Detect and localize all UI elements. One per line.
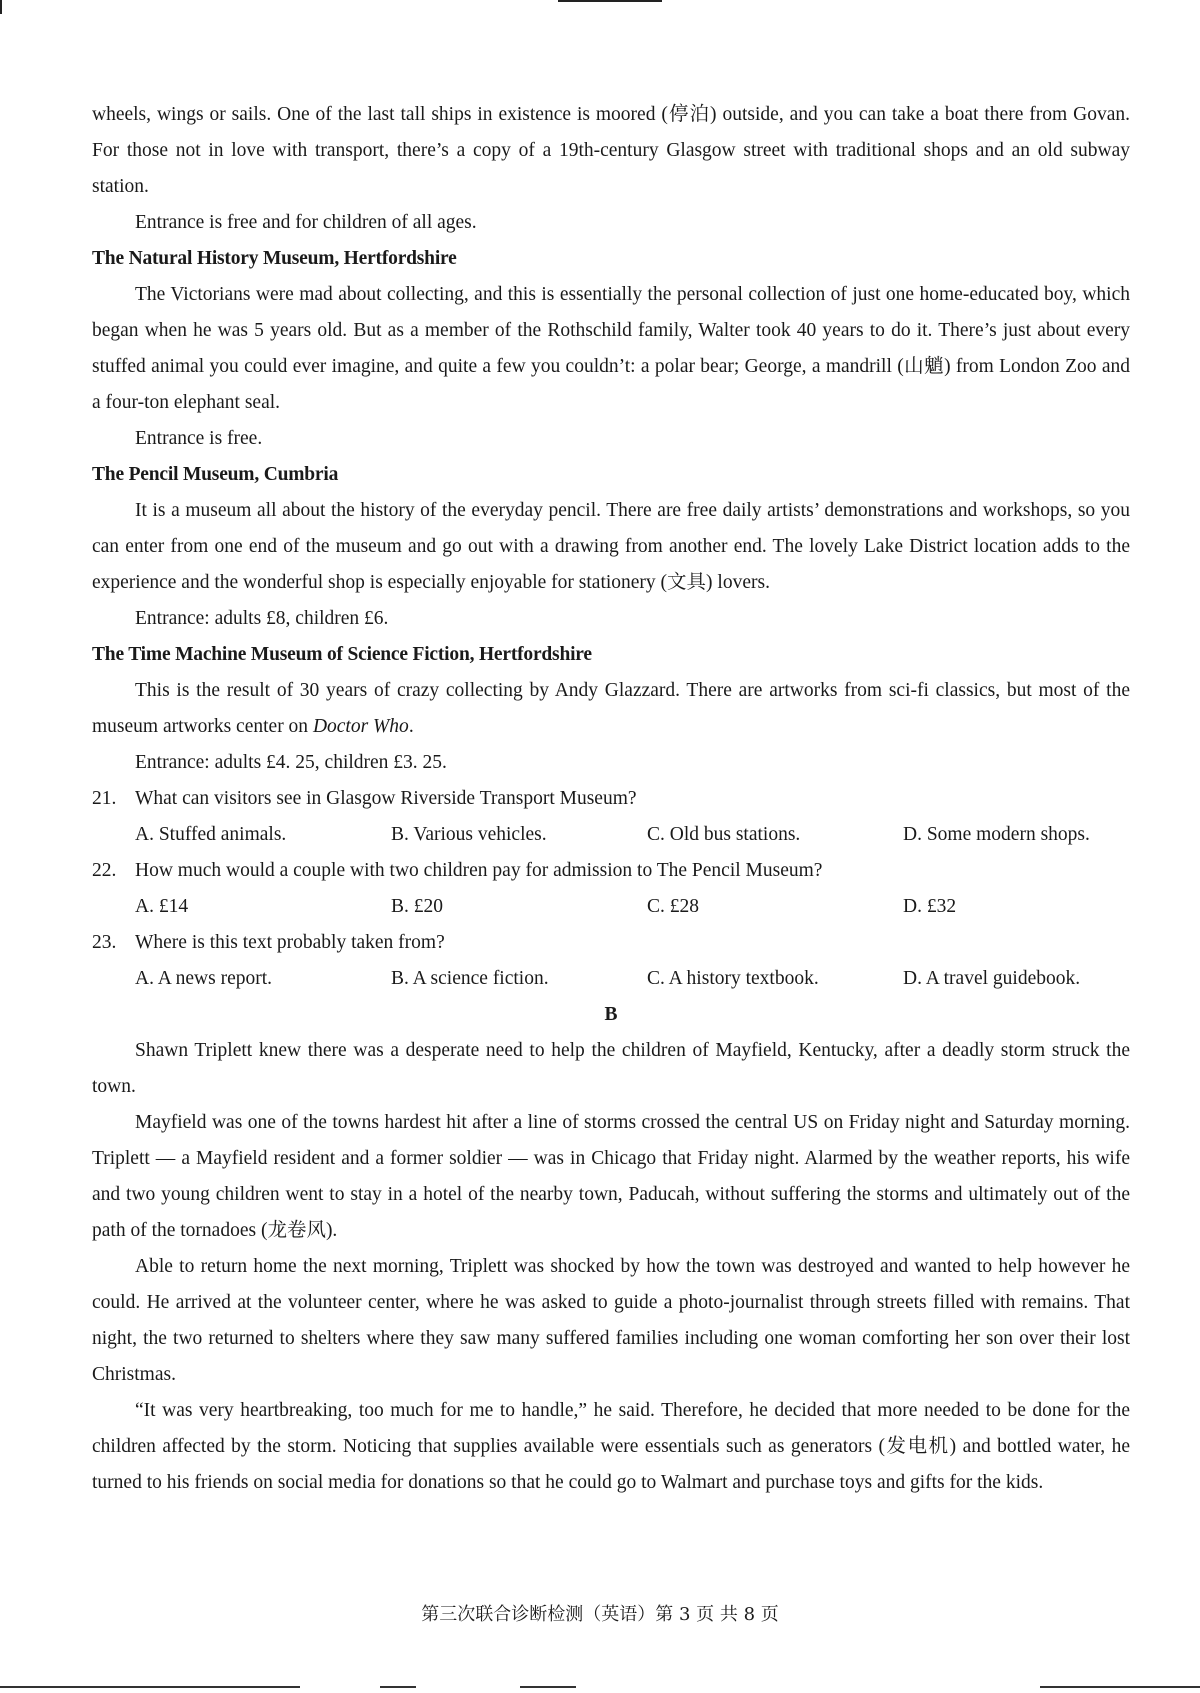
option-b: B. A science fiction. [391,968,549,989]
time-machine-description [92,673,1130,745]
option-a: A. A news report. [135,968,273,989]
option-b: B. £20 [391,896,444,917]
option-d: D. £32 [903,896,957,917]
pencil-museum-entrance: Entrance: adults £8, children £6. [135,608,389,629]
museum-heading-natural-history: The Natural History Museum, Hertfordshire [92,248,457,269]
option-d: D. Some modern shops. [903,824,1090,845]
bottom-rule-center [520,1686,576,1688]
question-21-options [92,817,1130,853]
option-b: B. Various vehicles. [391,824,547,845]
time-machine-text: This is the result of 30 years of crazy collecting by Andy Glazzard. There are artworks from sci-fi classics, but most of the museum artworks center on [92,680,1130,737]
pencil-museum-description: It is a museum all about the history of the everyday pencil. There are free daily artists’ demonstrations and workshops, so you can enter from one end of the museum and go out with a drawing from another end. The lovely Lake District location adds to the experience and the wonderful shop is especially enjoyable for stationery (文具) lovers. [92,500,1130,593]
question-text: What can visitors see in Glasgow Riverside Transport Museum? [135,788,637,809]
transport-museum-entrance: Entrance is free and for children of all ages. [135,212,477,233]
page-content [92,97,1130,1501]
top-rule [558,0,662,2]
question-21 [92,781,1130,817]
section-b-paragraph-1: Shawn Triplett knew there was a desperate need to help the children of Mayfield, Kentucky, after a deadly storm struck the town. [92,1040,1130,1097]
question-text: Where is this text probably taken from? [135,932,445,953]
question-23-options [92,961,1130,997]
section-b-heading: B [604,1004,618,1025]
section-b-paragraph-3: Able to return home the next morning, Triplett was shocked by how the town was destroyed and wanted to help however he could. He arrived at the volunteer center, where he was asked to guide a photo-journalist through streets filled with remains. That night, the two returned to shelters where they saw many suffered families including one woman comforting her son over their lost Christmas. [92,1256,1130,1385]
bottom-rule-mid [380,1686,416,1688]
option-a: A. £14 [135,896,189,917]
section-b-paragraph-4: “It was very heartbreaking, too much for me to handle,” he said. Therefore, he decided that more needed to be done for the children affected by the storm. Noticing that supplies available were essentials such as generators (发电机) and bottled water, he turned to his friends on social media for donations so that he could go to Walmart and purchase toys and gifts for the kids. [92,1400,1130,1493]
question-number: 21. [92,788,117,809]
section-b-paragraph-2: Mayfield was one of the towns hardest hit after a line of storms crossed the central US on Friday night and Saturday morning. Triplett — a Mayfield resident and a former soldier — was in Chicago that Friday night. Alarmed by the weather reports, his wife and two young children went to stay in a hotel of the nearby town, Paducah, without suffering the storms and ultimately out of the path of the tornadoes (龙卷风). [92,1112,1130,1241]
natural-history-description: The Victorians were mad about collecting, and this is essentially the personal collection of just one home-educated boy, which began when he was 5 years old. But as a member of the Rothschild family, Walter took 40 years to do it. There’s just about every stuffed animal you could ever imagine, and quite a few you couldn’t: a polar bear; George, a mandrill (山魈) from London Zoo and a four-ton elephant seal. [92,284,1130,413]
question-22-options [92,889,1130,925]
question-22 [92,853,1130,889]
doctor-who-title: Doctor Who [312,716,409,737]
museum-heading-time-machine: The Time Machine Museum of Science Fiction, Hertfordshire [92,644,592,665]
question-number: 23. [92,932,117,953]
option-c: C. A history textbook. [647,968,819,989]
option-c: C. Old bus stations. [647,824,801,845]
question-text: How much would a couple with two children pay for admission to The Pencil Museum? [135,860,823,881]
question-number: 22. [92,860,117,881]
time-machine-text-end: . [408,716,414,737]
natural-history-entrance: Entrance is free. [135,428,263,449]
option-d: D. A travel guidebook. [903,968,1081,989]
page-footer: 第三次联合诊断检测（英语）第 3 页 共 8 页 [421,1604,779,1625]
museum-heading-pencil: The Pencil Museum, Cumbria [92,464,339,485]
option-a: A. Stuffed animals. [135,824,287,845]
passage-a-continuation: wheels, wings or sails. One of the last tall ships in existence is moored (停泊) outside, and you can take a boat there from Govan. For those not in love with transport, there’s a copy of a 19th-century Glasgow street with traditional shops and an old subway station. [92,104,1130,197]
bottom-rule-right [1040,1686,1200,1688]
bottom-rule-left [0,1686,300,1688]
time-machine-entrance: Entrance: adults £4. 25, children £3. 25. [135,752,447,773]
option-c: C. £28 [647,896,700,917]
question-23 [92,925,1130,961]
top-edge-mark [0,0,2,14]
